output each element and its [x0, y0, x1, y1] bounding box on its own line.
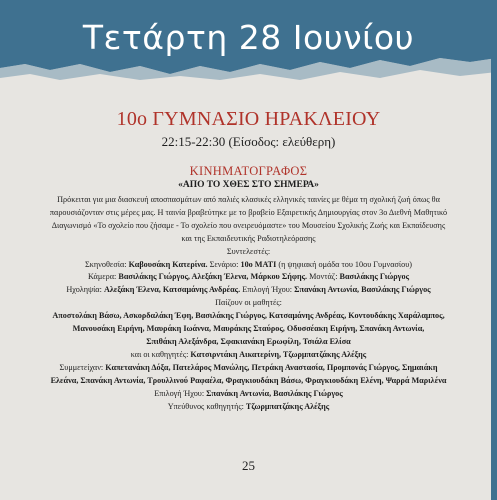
- page-edge-stripe: [491, 0, 497, 500]
- description-body: [28, 194, 469, 413]
- students-line: Μανουσάκη Ειρήνη, Μαυράκη Ιωάννα, Μαυράκης Σταύρος, Οδυσσέακη Ειρήνη, Σπανάκη Αντωνία,: [72, 324, 425, 334]
- students-line: Αποστολάκη Βάσω, Ασκορδαλάκη Έφη, Βασιλάκης Γιώργος, Κατσαμάνης Ανδρέας, Κοντουδάκης Χαράλαμπος,: [52, 311, 445, 321]
- editing-value: Βασιλάκης Γιώργος: [339, 272, 410, 282]
- students-label: Παίζουν οι μαθητές:: [215, 298, 282, 308]
- page-number: 25: [242, 458, 255, 473]
- credit-line-responsible: [28, 401, 469, 414]
- participants-line: Ελεάνα, Σπανάκη Αντωνία, Τρουλλινού Ραφαέλα, Φραγκιουδάκη Βάσω, Φραγκιουδάκη Ελένη, Ψαρρά Μαριλένα: [50, 375, 447, 385]
- sound-select-label: Επιλογή Ήχου:: [242, 285, 293, 295]
- school-name: 10ο ΓΥΜΝΑΣΙΟ ΗΡΑΚΛΕΙΟΥ: [116, 108, 381, 130]
- contributors-label: Συντελεστές:: [226, 246, 271, 256]
- credit-line-teachers: [28, 349, 469, 362]
- film-title: «ΑΠΟ ΤΟ ΧΘΕΣ ΣΤΟ ΣΗΜΕΡΑ»: [178, 180, 319, 190]
- description-line: Πρόκειται για μια διασκευή αποσπασμάτων από παλιές κλασικές ελληνικές ταινίες με θέμα τη σχολική ζωή όπως θα: [57, 195, 440, 204]
- credit-line-sound-select: [28, 388, 469, 401]
- sound-value: Αλεξάκη Έλενα, Κατσαμάνης Ανδρέας.: [103, 285, 241, 295]
- sound-select-value-2: Σπανάκη Αντωνία, Βασιλάκης Γιώργος: [206, 388, 343, 398]
- script-note: (η ψηφιακή ομάδα του 10ου Γυμνασίου): [278, 259, 412, 269]
- participants-label: Συμμετείχαν:: [59, 362, 104, 372]
- sound-label: Ηχοληψία:: [66, 285, 102, 295]
- script-label: Σενάριο:: [209, 259, 239, 269]
- event-time: 22:15-22:30 (Είσοδος: ελεύθερη): [161, 134, 336, 149]
- sound-select-value: Σπανάκη Αντωνία, Βασιλάκης Γιώργος: [294, 285, 431, 295]
- credit-line-participants: [28, 362, 469, 375]
- credit-line-camera: [28, 271, 469, 284]
- direction-label: Σκηνοθεσία:: [85, 259, 127, 269]
- teachers-label: και οι καθηγητές:: [130, 349, 189, 359]
- section-title: ΚΙΝΗΜΑΤΟΓΡΑΦΟΣ: [189, 164, 308, 178]
- sound-select-label-2: Επιλογή Ήχου:: [154, 388, 205, 398]
- students-line: Σπιθάκη Αλεξάνδρα, Σφακιανάκη Ερωφίλη, Τσιάλα Ελίσα: [146, 336, 351, 346]
- participants-value: Καπετανάκη Δόξα, Πατελάρος Μανώλης, Πετράκη Αναστασία, Προμπονάς Γιώργος, Σημαιάκη: [105, 362, 438, 372]
- description-line: Διαγωνισμό «Το σχολείο που ζήσαμε - Το σχολείο που ονειρευόμαστε» του Μουσείου Σχολικής Ζωής και Εκπαίδευσης: [51, 220, 446, 230]
- script-value: 10ο ΜΑΤΙ: [240, 259, 277, 269]
- responsible-value: Τζωρμπατζάκης Αλέξης: [245, 401, 330, 411]
- direction-value: Καβουσάκη Κατερίνα.: [128, 259, 208, 269]
- description-line: παρουσιάζονταν στις μέρες μας. Η ταινία βραβεύτηκε με το βραβείο Εξαιρετικής Δημιουργίας στον 3ο Διεθνή Μαθητικό: [49, 207, 448, 217]
- camera-label: Κάμερα:: [87, 272, 117, 282]
- credit-line-direction: [28, 259, 469, 272]
- camera-value: Βασιλάκης Γιώργος, Αλεξάκη Έλενα, Μάρκου Σήφης.: [118, 272, 308, 282]
- responsible-label: Υπεύθυνος καθηγητής:: [167, 401, 244, 411]
- editing-label: Μοντάζ:: [309, 272, 338, 282]
- description-line: και της Εκπαιδευτικής Ραδιοτηλεόρασης: [181, 233, 316, 243]
- page-title: Τετάρτη 28 Ιουνίου: [82, 18, 415, 57]
- teachers-value: Κατσιρντάκη Αικατερίνη, Τζωρμπατζάκης Αλέξης: [190, 349, 367, 359]
- credit-line-sound: [28, 284, 469, 297]
